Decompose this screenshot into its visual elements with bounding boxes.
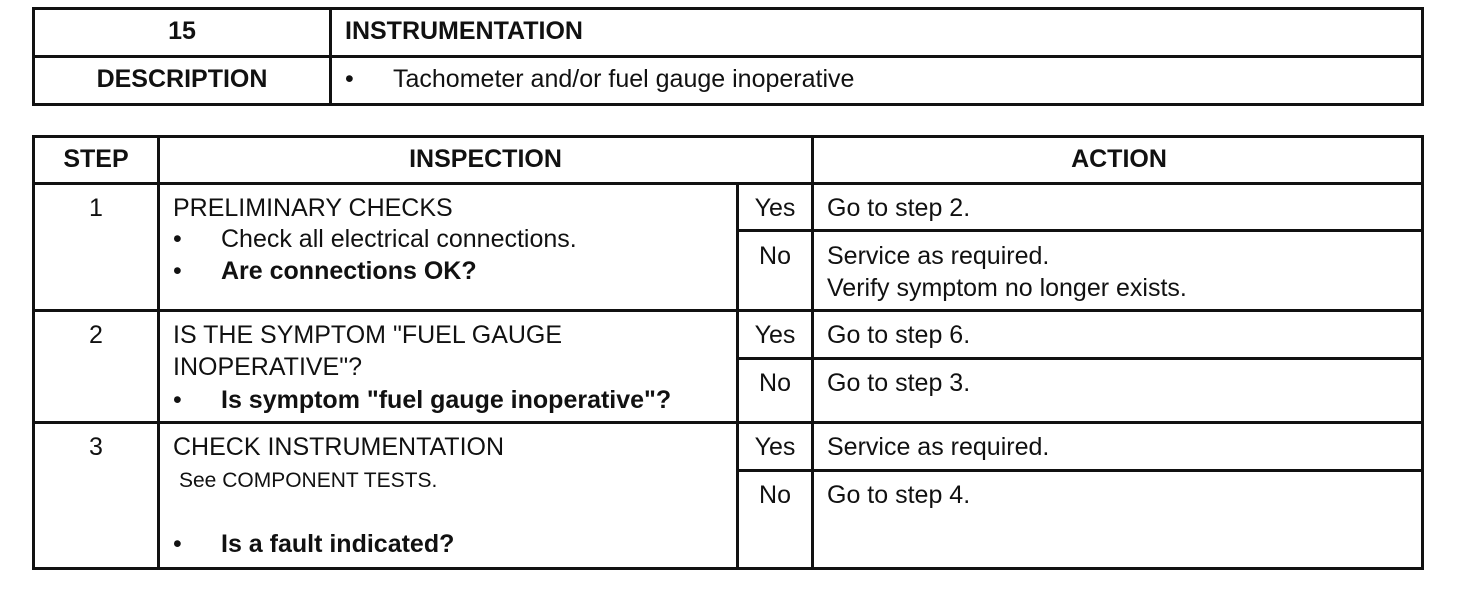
- yes-no-divider: [737, 229, 1424, 232]
- inspection-question: • Are connections OK?: [173, 257, 477, 285]
- inspection-note: See COMPONENT TESTS.: [179, 469, 438, 492]
- bullet: •: [345, 65, 354, 93]
- yes-label: Yes: [754, 194, 796, 222]
- no-action: Go to step 4.: [827, 481, 971, 509]
- step-number: 1: [89, 194, 103, 222]
- column-header-action: ACTION: [1071, 145, 1167, 173]
- yes-action: Go to step 6.: [827, 321, 971, 349]
- inspection-title: PRELIMINARY CHECKS: [173, 194, 453, 222]
- yes-no-divider: [737, 357, 1424, 360]
- column-header-step: STEP: [63, 145, 129, 173]
- inspection-question: • Is a fault indicated?: [173, 530, 455, 558]
- description-label: DESCRIPTION: [96, 65, 268, 93]
- row-divider: [32, 421, 1424, 424]
- description-bullet-text: Tachometer and/or fuel gauge inoperative: [393, 65, 855, 93]
- bullet: •: [173, 386, 182, 414]
- action-column-divider: [811, 135, 814, 570]
- no-label: No: [759, 242, 791, 270]
- inspection-title-line: IS THE SYMPTOM "FUEL GAUGE: [173, 321, 563, 349]
- description-text: [345, 63, 854, 95]
- header-column-divider: [329, 7, 332, 106]
- yes-no-divider: [737, 469, 1424, 472]
- yes-action: Service as required.: [827, 433, 1050, 461]
- bullet: •: [173, 530, 182, 558]
- bullet: •: [173, 225, 182, 253]
- yes-label: Yes: [754, 321, 796, 349]
- inspection-title: CHECK INSTRUMENTATION: [173, 433, 505, 461]
- no-label: No: [759, 481, 791, 509]
- inspection-question: • Is symptom "fuel gauge inoperative"?: [173, 386, 672, 414]
- step-number: 3: [89, 433, 103, 461]
- no-action-line: Service as required.: [827, 242, 1050, 270]
- inspection-title-line: INOPERATIVE"?: [173, 353, 363, 381]
- header-row-divider: [32, 182, 1424, 185]
- yes-action: Go to step 2.: [827, 194, 971, 222]
- header-divider: [32, 55, 1424, 58]
- section-number: 15: [168, 17, 196, 45]
- no-action-line: Verify symptom no longer exists.: [827, 274, 1187, 302]
- yes-label: Yes: [754, 433, 796, 461]
- no-label: No: [759, 369, 791, 397]
- no-action: Go to step 3.: [827, 369, 971, 397]
- section-title: INSTRUMENTATION: [345, 17, 583, 45]
- inspection-bullet: • Check all electrical connections.: [173, 225, 577, 253]
- row-divider: [32, 309, 1424, 312]
- column-header-inspection: INSPECTION: [409, 145, 562, 173]
- step-number: 2: [89, 321, 103, 349]
- bullet: •: [173, 257, 182, 285]
- step-column-divider: [157, 135, 160, 570]
